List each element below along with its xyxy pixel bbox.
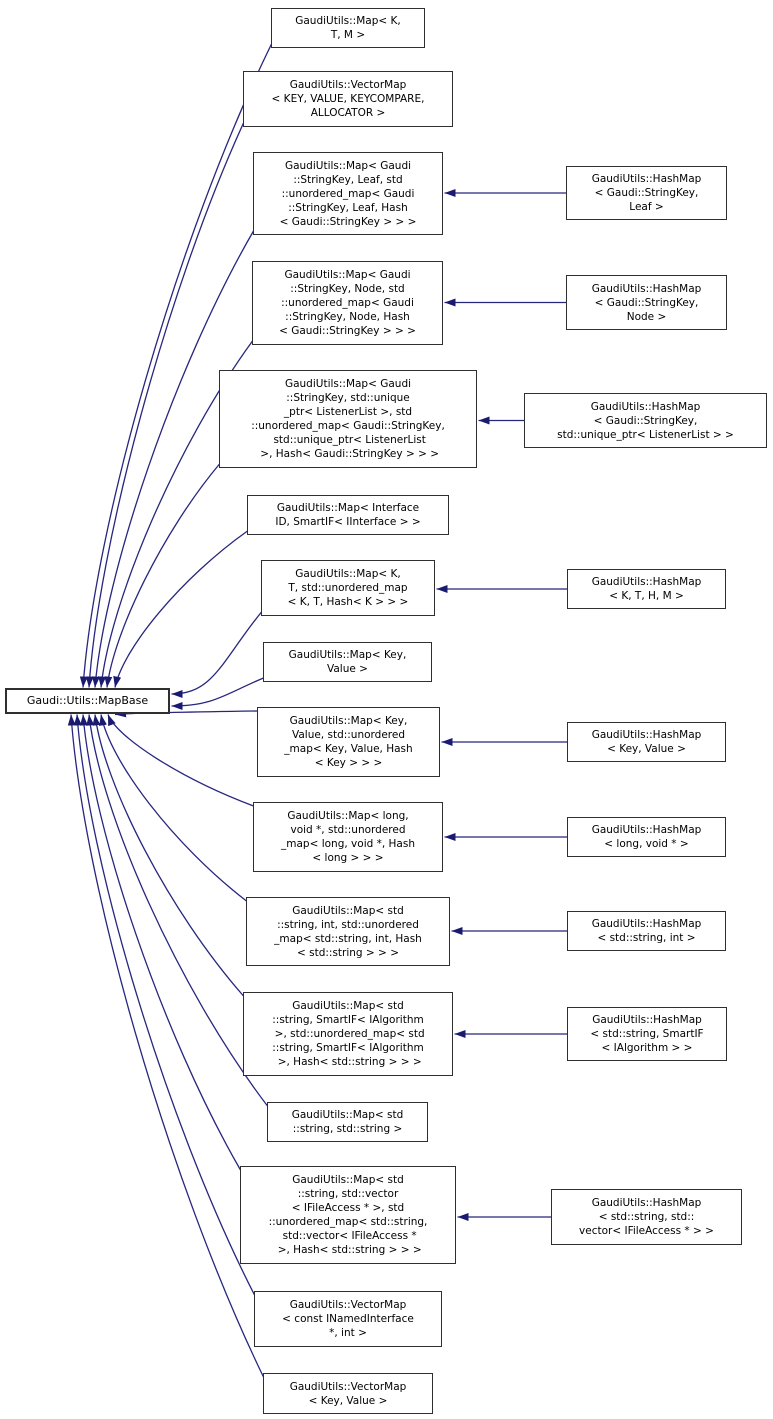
class-node-label-line: < K, T, Hash< K > > > — [287, 596, 409, 608]
class-node-label-line: GaudiUtils::HashMap — [591, 282, 702, 295]
class-node-map-string-smartif-ialgorithm[interactable] — [243, 992, 453, 1076]
class-node-label-line: < Gaudi::StringKey > > > — [279, 325, 416, 337]
class-node-label-line: ALLOCATOR > — [310, 107, 386, 119]
class-node-label-line: >, Hash< std::string > > > — [274, 1244, 422, 1256]
class-node-label-line: < IFileAccess * >, std — [291, 1202, 405, 1214]
class-node-label-line: < Key, Value > — [607, 743, 686, 755]
class-node-label-line: ::StringKey, Leaf, std — [293, 173, 403, 186]
class-node-label-line: Gaudi::Utils::MapBase — [26, 694, 149, 707]
class-node-label-line: std::vector< IFileAccess * — [279, 1230, 417, 1242]
class-node-map-stringkey-node[interactable] — [252, 261, 443, 345]
class-node-label-line: Node > — [626, 310, 667, 323]
class-node-label-line: GaudiUtils::Map< std — [291, 1109, 404, 1121]
class-node-label-line: GaudiUtils::HashMap — [591, 576, 702, 588]
inherits-edge — [101, 715, 247, 902]
class-node-vectormap-key-value-keycompare-allocator[interactable] — [243, 71, 453, 127]
class-node-label-line: Value > — [327, 663, 368, 675]
inherits-edge — [108, 715, 254, 807]
class-node-vectormap-const-inamedinterface-int[interactable] — [254, 1291, 442, 1347]
class-node-label-line: GaudiUtils::Map< std — [292, 1000, 404, 1012]
class-node-label-line: ::StringKey, Leaf, Hash — [288, 201, 408, 214]
class-node-label-line: ::string, SmartIF< IAlgorithm — [272, 1014, 424, 1026]
class-node-map-k-t-unordered[interactable] — [261, 560, 435, 616]
class-node-label-line: GaudiUtils::VectorMap — [289, 1380, 407, 1393]
class-node-label-line: GaudiUtils::Map< Gaudi — [284, 378, 412, 390]
class-node-label-line: < KEY, VALUE, KEYCOMPARE, — [271, 93, 425, 105]
class-node-label-line: GaudiUtils::VectorMap — [289, 1299, 407, 1311]
class-node-label-line: GaudiUtils::Map< Interface — [276, 502, 420, 514]
class-node-label-line: ::unordered_map< std::string, — [268, 1216, 428, 1228]
class-node-label-line: < Key, Value > — [308, 1394, 388, 1407]
class-node-label-line: T, std::unordered_map — [288, 582, 408, 594]
class-node-label-line: _map< long, void *, Hash — [281, 838, 415, 850]
class-node-label-line: >, Hash< std::string > > > — [274, 1056, 422, 1068]
class-node-label-line: < Gaudi::StringKey, — [593, 414, 698, 427]
class-node-map-string-vector-ifileaccess[interactable] — [240, 1166, 456, 1264]
class-node-hashmap-key-value[interactable] — [567, 722, 726, 762]
class-node-hashmap-long-voidptr[interactable] — [567, 817, 726, 857]
class-node-label-line: vector< IFileAccess * > > — [579, 1225, 714, 1237]
class-node-map-string-int[interactable] — [246, 897, 450, 966]
class-node-label-line: GaudiUtils::HashMap — [591, 824, 702, 836]
class-node-label-line: GaudiUtils::HashMap — [591, 173, 702, 185]
class-node-label-line: ::StringKey, Node, std — [290, 283, 405, 295]
class-node-label-line: ID, SmartIF< IInterface > > — [275, 516, 421, 528]
class-node-label-line: ::string, std::vector — [297, 1188, 399, 1200]
class-node-label-line: std::unique_ptr< ListenerList — [270, 434, 426, 446]
class-node-label-line: < const INamedInterface — [282, 1313, 414, 1325]
class-node-map-key-value-unordered[interactable] — [257, 707, 440, 777]
class-node-hashmap-stringkey-listenerlist[interactable] — [524, 393, 767, 448]
inherits-edge — [83, 715, 241, 1171]
class-node-label-line: GaudiUtils::Map< Gaudi — [284, 269, 411, 281]
class-node-label-line: ::StringKey, std::unique — [286, 392, 410, 404]
class-node-hashmap-stringkey-node[interactable] — [566, 275, 727, 330]
class-node-label-line: Value, std::unordered — [291, 729, 406, 741]
class-node-vectormap-key-value[interactable] — [263, 1373, 433, 1414]
class-node-map-k-t-m[interactable] — [271, 8, 425, 48]
class-node-hashmap-string-int[interactable] — [567, 911, 726, 951]
class-node-hashmap-string-smartif-ialgorithm[interactable] — [567, 1007, 727, 1061]
class-node-label-line: < Gaudi::StringKey > > > — [279, 215, 417, 228]
class-node-label-line: < Key > > > — [314, 757, 383, 769]
class-node-mapbase[interactable] — [5, 688, 170, 714]
class-node-label-line: Leaf > — [629, 201, 664, 213]
class-node-label-line: _ptr< ListenerList >, std — [283, 406, 413, 418]
class-node-map-long-voidptr[interactable] — [253, 802, 443, 872]
class-node-label-line: GaudiUtils::HashMap — [591, 918, 702, 930]
class-node-label-line: GaudiUtils::HashMap — [590, 400, 701, 413]
class-node-hashmap-k-t-h-m[interactable] — [567, 569, 726, 609]
class-node-label-line: GaudiUtils::Map< Key, — [289, 715, 408, 727]
class-node-label-line: T, M > — [330, 29, 366, 41]
class-node-label-line: std::unique_ptr< ListenerList > > — [557, 428, 734, 441]
class-node-label-line: GaudiUtils::Map< K, — [295, 15, 401, 27]
class-node-label-line: < Gaudi::StringKey, — [594, 187, 699, 199]
class-node-map-stringkey-leaf[interactable] — [253, 152, 443, 235]
class-node-label-line: < std::string, int > — [597, 932, 696, 944]
class-node-map-string-string[interactable] — [267, 1102, 428, 1142]
class-node-label-line: GaudiUtils::HashMap — [591, 729, 702, 741]
class-node-label-line: < std::string, SmartIF — [590, 1028, 704, 1040]
class-node-label-line: *, int > — [329, 1327, 367, 1339]
class-node-map-interfaceid-smartif-iinterface[interactable] — [247, 495, 449, 535]
class-node-label-line: >, Hash< Gaudi::StringKey > > > — [256, 448, 440, 460]
class-node-label-line: < long > > > — [312, 852, 384, 864]
inherits-edge — [172, 612, 262, 694]
class-node-label-line: ::string, std::string > — [292, 1123, 403, 1135]
class-node-label-line: void *, std::unordered — [290, 824, 406, 836]
class-node-label-line: ::unordered_map< Gaudi — [281, 297, 414, 309]
class-node-label-line: GaudiUtils::Map< std — [292, 904, 404, 917]
class-node-map-key-value[interactable] — [263, 642, 432, 682]
class-node-label-line: GaudiUtils::HashMap — [592, 1014, 702, 1026]
class-node-label-line: ::unordered_map< Gaudi — [281, 187, 415, 200]
class-node-label-line: GaudiUtils::HashMap — [591, 1197, 702, 1209]
class-node-label-line: < std::string, std:: — [598, 1211, 695, 1223]
class-node-label-line: < K, T, H, M > — [609, 590, 684, 602]
class-node-label-line: ::string, int, std::unordered — [277, 918, 419, 931]
class-node-label-line: _map< Key, Value, Hash — [284, 743, 413, 755]
class-node-label-line: _map< std::string, int, Hash — [274, 932, 422, 945]
class-node-label-line: < long, void * > — [604, 838, 689, 850]
class-node-hashmap-string-vector-ifileaccess[interactable] — [551, 1189, 742, 1245]
class-node-label-line: GaudiUtils::Map< Gaudi — [284, 159, 412, 172]
class-node-label-line: GaudiUtils::Map< std — [292, 1174, 404, 1186]
class-node-label-line: < Gaudi::StringKey, — [594, 296, 699, 309]
class-node-label-line: ::string, SmartIF< IAlgorithm — [272, 1042, 424, 1054]
class-node-hashmap-stringkey-leaf[interactable] — [566, 166, 727, 220]
inherits-edge — [89, 715, 268, 1107]
class-node-label-line: >, std::unordered_map< std — [271, 1028, 425, 1040]
class-node-label-line: GaudiUtils::Map< long, — [287, 810, 409, 822]
class-node-map-stringkey-listenerlist[interactable] — [219, 370, 477, 468]
class-node-label-line: < IAlgorithm > > — [601, 1042, 693, 1054]
inherits-edge — [77, 715, 255, 1296]
class-node-label-line: ::unordered_map< Gaudi::StringKey, — [251, 420, 445, 432]
inherits-edge — [115, 531, 248, 688]
class-node-label-line: ::StringKey, Node, Hash — [285, 311, 410, 323]
class-node-label-line: GaudiUtils::Map< K, — [295, 568, 401, 580]
inherits-edge — [107, 464, 220, 688]
class-node-label-line: < std::string > > > — [296, 946, 399, 959]
class-node-label-line: GaudiUtils::Map< Key, — [288, 649, 407, 661]
class-node-label-line: GaudiUtils::VectorMap — [289, 79, 407, 91]
